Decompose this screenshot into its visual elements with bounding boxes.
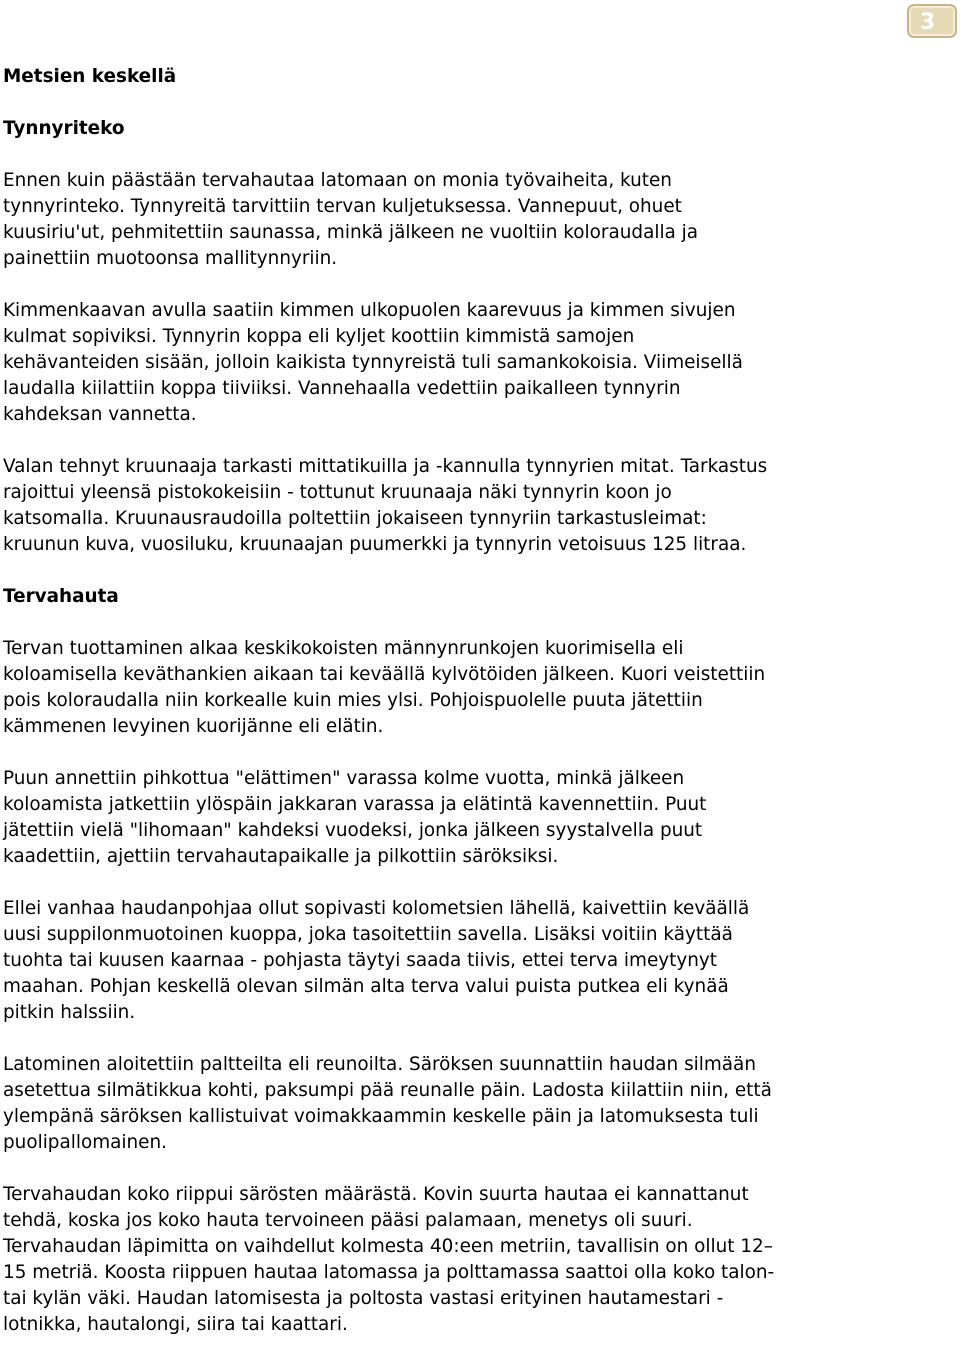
section-heading-tervahauta: Tervahauta bbox=[3, 586, 119, 607]
paragraph: Ellei vanhaa haudanpohjaa ollut sopivasti kolometsien lähellä, kaivettiin keväällä uusi suppilonmuotoinen kuoppa, joka tasoitettiin savella. Lisäksi voitiin käyttää tuohta tai kuusen kaarnaa - pohjasta täytyi saada tiivis, ettei terva imeytynyt maahan. Pohjan keskellä olevan silmän alta terva valui puista putkea eli kynää pitkin halssiin. bbox=[3, 898, 750, 1023]
section-heading-tynnyriteko: Tynnyriteko bbox=[3, 118, 125, 139]
paragraph: Tervahaudan koko riippui särösten määrästä. Kovin suurta hautaa ei kannattanut tehdä, koska jos koko hauta tervoineen pääsi palamaan, menetys oli suuri. Tervahaudan läpimitta on vaihdellut kolmesta 40:een metriin, tavallisin on ollut 12– 15 metriä. Koosta riippuen hautaa latomassa ja polttamassa saattoi olla koko talon- tai kylän väki. Haudan latomisesta ja poltosta vastasi erityinen hautamestari - lotnikka, hautalongi, siira tai kaattari. bbox=[3, 1184, 775, 1335]
page-number-badge bbox=[907, 4, 957, 38]
document-title: Metsien keskellä bbox=[3, 66, 177, 87]
paragraph: Kimmenkaavan avulla saatiin kimmen ulkopuolen kaarevuus ja kimmen sivujen kulmat sopiviksi. Tynnyrin koppa eli kyljet koottiin kimmistä samojen kehävanteiden sisään, jolloin kaikista tynnyreistä tuli samankokoisia. Viimeisellä laudalla kiilattiin koppa tiiviiksi. Vannehaalla vedettiin paikalleen tynnyrin kahdeksan vannetta. bbox=[3, 300, 743, 425]
paragraph: Tervan tuottaminen alkaa keskikokoisten männynrunkojen kuorimisella eli koloamisella keväthankien aikaan tai keväällä kylvötöiden jälkeen. Kuori veistettiin pois koloraudalla niin korkealle kuin mies ylsi. Pohjoispuolelle puuta jätettiin kämmenen levyinen kuorijänne eli elätin. bbox=[3, 638, 766, 737]
paragraph: Ennen kuin päästään tervahautaa latomaan on monia työvaiheita, kuten tynnyrinteko. Tynnyreitä tarvittiin tervan kuljetuksessa. Vannepuut, ohuet kuusiriu'ut, pehmitettiin saunassa, minkä jälkeen ne vuoltiin koloraudalla ja painettiin muotoonsa mallitynnyriin. bbox=[3, 170, 699, 269]
paragraph: Valan tehnyt kruunaaja tarkasti mittatikuilla ja -kannulla tynnyrien mitat. Tarkastus rajoittui yleensä pistokokeisiin - tottunut kruunaaja näki tynnyrin koon jo katsomalla. Kruunausraudoilla poltettiin jokaiseen tynnyriin tarkastusleimat: kruunun kuva, vuosiluku, kruunaajan puumerkki ja tynnyrin vetoisuus 125 litraa. bbox=[3, 456, 768, 555]
paragraph: Latominen aloitettiin paltteilta eli reunoilta. Säröksen suunnattiin haudan silmään asetettua silmätikkua kohti, paksumpi pää reunalle päin. Ladosta kiilattiin niin, että ylempänä säröksen kallistuivat voimakkaammin keskelle päin ja latomuksesta tuli puolipallomainen. bbox=[3, 1054, 772, 1153]
paragraph: Puun annettiin pihkottua "elättimen" varassa kolme vuotta, minkä jälkeen koloamista jatkettiin ylöspäin jakkaran varassa ja elätintä kavennettiin. Puut jätettiin vielä "lihomaan" kahdeksi vuodeksi, jonka jälkeen syystalvella puut kaadettiin, ajettiin tervahautapaikalle ja pilkottiin säröksiksi. bbox=[3, 768, 707, 867]
page-number: 3 bbox=[920, 10, 936, 35]
document-body bbox=[3, 64, 918, 1364]
